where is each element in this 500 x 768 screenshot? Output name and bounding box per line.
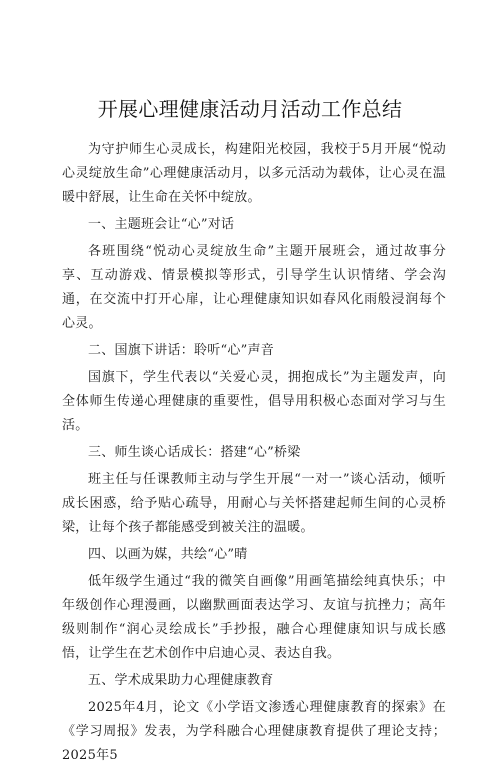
- section-heading: 三、师生谈心话成长：搭建“心”桥梁: [88, 445, 301, 460]
- document-title: 开展心理健康活动月活动工作总结: [97, 97, 403, 121]
- section-heading: 四、以画为媒，共绘“心”晴: [88, 547, 248, 562]
- section-paragraph: 各班围绕“悦动心灵绽放生命”主题开展班会，通过故事分享、互动游戏、情景模拟等形式，引导学生认识情绪、学会沟通，在交流中打开心扉，让心理健康知识如春风化雨般浸润每个心灵。: [62, 244, 446, 331]
- section-paragraph: 班主任与任课教师主动与学生开展“一对一”谈心活动，倾听成长困惑，给予贴心疏导，用耐心与关怀搭建起师生间的心灵桥梁，让每个孩子都能感受到被关注的温暖。: [62, 472, 446, 535]
- intro-paragraph: 为守护师生心灵成长，构建阳光校园，我校于5月开展“悦动心灵绽放生命”心理健康活动月，以多元活动为载体，让心灵在温暖中舒展，让生命在关怀中绽放。: [62, 142, 446, 205]
- section-heading: 一、主题班会让“心”对话: [88, 217, 235, 232]
- section-paragraph: 低年级学生通过“我的微笑自画像”用画笔描绘纯真快乐；中年级创作心理漫画，以幽默画面表达学习、友谊与抗挫力；高年级则制作“润心灵绘成长”手抄报，融合心理健康知识与成长感悟，让学生在艺术创作中启迪心灵、表达自我。: [62, 574, 446, 661]
- section-heading: 五、学术成果助力心理健康教育: [88, 673, 274, 688]
- section-paragraph: 2025年4月，论文《小学语文渗透心理健康教育的探索》在《学习周报》发表，为学科融合心理健康教育提供了理论支持；2025年5: [62, 700, 446, 763]
- document-body: [62, 138, 446, 768]
- section-paragraph: 国旗下，学生代表以“关爱心灵，拥抱成长”为主题发声，向全体师生传递心理健康的重要性，倡导用积极心态面对学习与生活。: [62, 370, 446, 433]
- section-heading: 二、国旗下讲话：聆听“心”声音: [88, 343, 275, 358]
